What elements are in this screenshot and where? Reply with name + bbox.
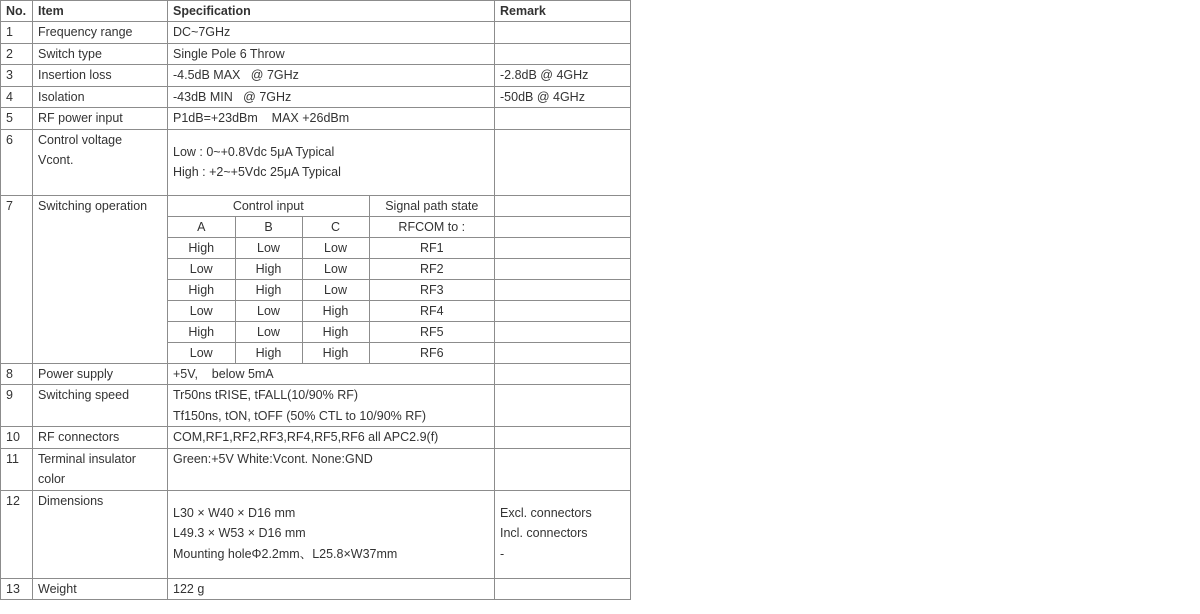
row-no: 2 xyxy=(1,43,33,65)
header-item: Item xyxy=(33,1,168,22)
row-spec: 122 g xyxy=(168,578,495,600)
row-no: 11 xyxy=(1,448,33,490)
row-item: RF power input xyxy=(33,108,168,130)
state-b: High xyxy=(235,279,302,300)
state-b: High xyxy=(235,258,302,279)
row-item: Insertion loss xyxy=(33,65,168,87)
row-item: Dimensions xyxy=(33,490,168,578)
row-no: 12 xyxy=(1,490,33,578)
truth-colhead-row xyxy=(168,216,494,237)
row-item: Weight xyxy=(33,578,168,600)
col-head-b: B xyxy=(235,216,302,237)
row-no: 3 xyxy=(1,65,33,87)
row-item xyxy=(33,448,168,490)
state-a: High xyxy=(168,237,235,258)
remark-blank xyxy=(495,258,630,279)
state-c: Low xyxy=(302,237,369,258)
row-item: Frequency range xyxy=(33,22,168,44)
row-remark xyxy=(495,43,631,65)
row-spec: COM,RF1,RF2,RF3,RF4,RF5,RF6 all APC2.9(f) xyxy=(168,427,495,449)
remark-blank xyxy=(495,216,630,237)
signal-path-label: Signal path state xyxy=(369,196,494,217)
row-spec xyxy=(168,129,495,195)
table-row xyxy=(1,363,631,385)
truth-header-row xyxy=(168,196,494,217)
item-line: Vcont. xyxy=(38,153,74,167)
header-row xyxy=(1,1,631,22)
remark-line: Excl. connectors xyxy=(500,505,592,520)
row-item: Switching speed xyxy=(33,385,168,427)
row-remark xyxy=(495,363,631,385)
state-a: High xyxy=(168,279,235,300)
row-item: RF connectors xyxy=(33,427,168,449)
remark-blank xyxy=(495,342,630,363)
row-remark xyxy=(495,108,631,130)
row-remark xyxy=(495,490,631,578)
row-spec: -4.5dB MAX @ 7GHz xyxy=(168,65,495,87)
state-a: Low xyxy=(168,258,235,279)
item-line: color xyxy=(38,472,66,486)
control-input-label: Control input xyxy=(168,196,369,217)
row-item: Isolation xyxy=(33,86,168,108)
row-remark xyxy=(495,385,631,427)
item-line: Terminal insulator xyxy=(38,451,136,466)
row-no: 8 xyxy=(1,363,33,385)
table-row-switching xyxy=(1,195,631,363)
truth-row xyxy=(168,321,494,342)
state-path: RF6 xyxy=(369,342,494,363)
remark-grid xyxy=(495,196,630,363)
state-c: High xyxy=(302,342,369,363)
row-no: 4 xyxy=(1,86,33,108)
col-head-a: A xyxy=(168,216,235,237)
state-path: RF4 xyxy=(369,300,494,321)
table-row xyxy=(1,129,631,195)
row-remark xyxy=(495,578,631,600)
control-truth-table xyxy=(168,196,494,363)
row-spec: Single Pole 6 Throw xyxy=(168,43,495,65)
table-row xyxy=(1,427,631,449)
state-path: RF2 xyxy=(369,258,494,279)
header-no: No. xyxy=(1,1,33,22)
truth-row xyxy=(168,279,494,300)
table-row xyxy=(1,448,631,490)
row-remark: -2.8dB @ 4GHz xyxy=(495,65,631,87)
item-line: Control voltage xyxy=(38,132,123,147)
state-a: High xyxy=(168,321,235,342)
spec-line: Low : 0~+0.8Vdc 5μA Typical xyxy=(173,144,335,159)
spec-line: High : +2~+5Vdc 25μA Typical xyxy=(173,165,341,179)
spec-line: Tf150ns, tON, tOFF (50% CTL to 10/90% RF) xyxy=(173,408,427,423)
spec-line: L49.3 × W53 × D16 mm xyxy=(173,526,306,540)
row-no: 1 xyxy=(1,22,33,44)
row-remark xyxy=(495,448,631,490)
remark-blank xyxy=(495,196,630,217)
state-b: Low xyxy=(235,321,302,342)
row-no: 10 xyxy=(1,427,33,449)
truth-row xyxy=(168,342,494,363)
state-c: High xyxy=(302,300,369,321)
row-remark xyxy=(495,129,631,195)
spec-line: L30 × W40 × D16 mm xyxy=(173,505,296,520)
col-head-c: C xyxy=(302,216,369,237)
row-item: Switching operation xyxy=(33,195,168,363)
truth-row xyxy=(168,300,494,321)
row-no: 9 xyxy=(1,385,33,427)
row-remark xyxy=(495,22,631,44)
remark-line: - xyxy=(500,546,505,561)
row-spec: DC~7GHz xyxy=(168,22,495,44)
state-a: Low xyxy=(168,300,235,321)
table-row xyxy=(1,65,631,87)
state-b: Low xyxy=(235,237,302,258)
row-spec xyxy=(168,490,495,578)
table-row xyxy=(1,22,631,44)
row-spec: -43dB MIN @ 7GHz xyxy=(168,86,495,108)
row-spec: +5V, below 5mA xyxy=(168,363,495,385)
row-no: 6 xyxy=(1,129,33,195)
state-path: RF5 xyxy=(369,321,494,342)
row-spec: P1dB=+23dBm MAX +26dBm xyxy=(168,108,495,130)
row-spec xyxy=(168,385,495,427)
row-item: Switch type xyxy=(33,43,168,65)
remark-blank xyxy=(495,300,630,321)
spec-line: Mounting holeΦ2.2mm、L25.8×W37mm xyxy=(173,546,398,561)
row-remark xyxy=(495,427,631,449)
truth-row xyxy=(168,237,494,258)
col-head-rfcom: RFCOM to : xyxy=(369,216,494,237)
remark-blank xyxy=(495,279,630,300)
row-remark: -50dB @ 4GHz xyxy=(495,86,631,108)
state-b: High xyxy=(235,342,302,363)
state-c: Low xyxy=(302,258,369,279)
state-b: Low xyxy=(235,300,302,321)
state-c: High xyxy=(302,321,369,342)
table-row xyxy=(1,86,631,108)
table-row xyxy=(1,490,631,578)
header-spec: Specification xyxy=(168,1,495,22)
row-no: 7 xyxy=(1,195,33,363)
table-row xyxy=(1,108,631,130)
remark-blank xyxy=(495,321,630,342)
row-no: 13 xyxy=(1,578,33,600)
remark-line: Incl. connectors xyxy=(500,526,588,540)
header-remark: Remark xyxy=(495,1,631,22)
table-row xyxy=(1,43,631,65)
row-no: 5 xyxy=(1,108,33,130)
state-c: Low xyxy=(302,279,369,300)
row-item: Power supply xyxy=(33,363,168,385)
truth-row xyxy=(168,258,494,279)
state-path: RF1 xyxy=(369,237,494,258)
control-truth-table-cell xyxy=(168,195,495,363)
row-item xyxy=(33,129,168,195)
table-row xyxy=(1,385,631,427)
state-a: Low xyxy=(168,342,235,363)
table-row xyxy=(1,578,631,600)
remark-blank xyxy=(495,237,630,258)
row-remark-switching xyxy=(495,195,631,363)
state-path: RF3 xyxy=(369,279,494,300)
row-spec: Green:+5V White:Vcont. None:GND xyxy=(168,448,495,490)
spec-line: Tr50ns tRISE, tFALL(10/90% RF) xyxy=(173,388,359,402)
